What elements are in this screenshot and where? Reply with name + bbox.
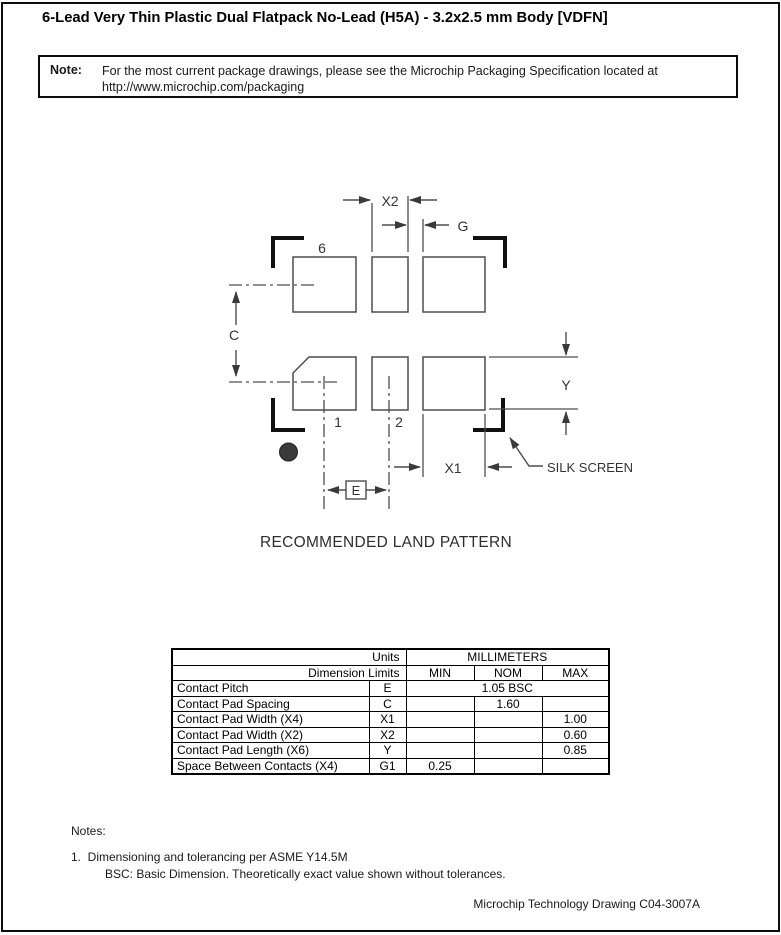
pin1-indicator-dot <box>280 443 298 461</box>
note-item-1-detail: BSC: Basic Dimension. Theoretically exact value shown without tolerances. <box>105 867 506 881</box>
pad-top-middle <box>372 257 408 312</box>
table-row <box>172 758 609 774</box>
drawing-number-footer: Microchip Technology Drawing C04-3007A <box>473 897 700 911</box>
row-name: Contact Pad Width (X2) <box>172 727 369 743</box>
row-nom: 1.60 <box>474 696 542 712</box>
silk-screen-leader-line <box>510 438 543 466</box>
units-label-cell: Units <box>172 649 406 665</box>
notes-heading: Notes: <box>71 824 106 838</box>
units-value-cell: MILLIMETERS <box>406 649 609 665</box>
table-row <box>172 696 609 712</box>
pin2-label: 2 <box>395 414 403 430</box>
row-min <box>406 743 474 759</box>
col-header-max: MAX <box>542 665 609 681</box>
dim-label-e: E <box>351 483 361 498</box>
notes-section <box>71 824 506 881</box>
row-max: 0.85 <box>542 743 609 759</box>
row-max <box>542 696 609 712</box>
pin6-label: 6 <box>318 240 326 256</box>
note-item-1: 1. Dimensioning and tolerancing per ASME Y14.5M <box>71 850 348 864</box>
row-symbol: X1 <box>369 712 406 728</box>
table-row <box>172 681 609 697</box>
row-nom <box>474 758 542 774</box>
table-header-units-row <box>172 649 609 665</box>
row-min <box>406 712 474 728</box>
note-url: http://www.microchip.com/packaging <box>102 80 305 94</box>
row-min <box>406 727 474 743</box>
limits-label-cell: Dimension Limits <box>172 665 406 681</box>
row-max: 1.00 <box>542 712 609 728</box>
row-symbol: E <box>369 681 406 697</box>
row-name: Contact Pad Spacing <box>172 696 369 712</box>
row-min: 0.25 <box>406 758 474 774</box>
note-label: Note: <box>50 63 82 77</box>
pin1-label: 1 <box>334 414 342 430</box>
page-title: 6-Lead Very Thin Plastic Dual Flatpack No-Lead (H5A) - 3.2x2.5 mm Body [VDFN] <box>42 10 608 26</box>
pad-bottom-middle-pin2 <box>372 357 408 410</box>
row-min <box>406 696 474 712</box>
dim-label-x1: X1 <box>444 460 462 476</box>
row-nom <box>474 712 542 728</box>
row-span-value: 1.05 BSC <box>406 681 609 697</box>
row-name: Space Between Contacts (X4) <box>172 758 369 774</box>
dimensions-table <box>171 648 610 775</box>
row-name: Contact Pitch <box>172 681 369 697</box>
row-symbol: G1 <box>369 758 406 774</box>
row-max: 0.60 <box>542 727 609 743</box>
row-max <box>542 758 609 774</box>
silk-screen-label: SILK SCREEN <box>547 460 633 475</box>
table-header-limits-row <box>172 665 609 681</box>
row-symbol: Y <box>369 743 406 759</box>
pad-bottom-right <box>423 357 485 410</box>
table-row <box>172 743 609 759</box>
row-nom <box>474 743 542 759</box>
drawing-caption: RECOMMENDED LAND PATTERN <box>259 534 513 551</box>
dim-label-g: G <box>457 218 469 234</box>
row-name: Contact Pad Width (X4) <box>172 712 369 728</box>
row-nom <box>474 727 542 743</box>
row-name: Contact Pad Length (X6) <box>172 743 369 759</box>
dim-label-c: C <box>228 327 240 343</box>
dim-label-x2: X2 <box>381 193 399 209</box>
note-line-1: For the most current package drawings, please see the Microchip Packaging Specification located at <box>102 64 658 78</box>
table-row <box>172 727 609 743</box>
dim-label-y: Y <box>561 377 571 393</box>
pad-top-right <box>423 257 485 312</box>
table-row <box>172 712 609 728</box>
row-symbol: X2 <box>369 727 406 743</box>
row-symbol: C <box>369 696 406 712</box>
col-header-min: MIN <box>406 665 474 681</box>
col-header-nom: NOM <box>474 665 542 681</box>
